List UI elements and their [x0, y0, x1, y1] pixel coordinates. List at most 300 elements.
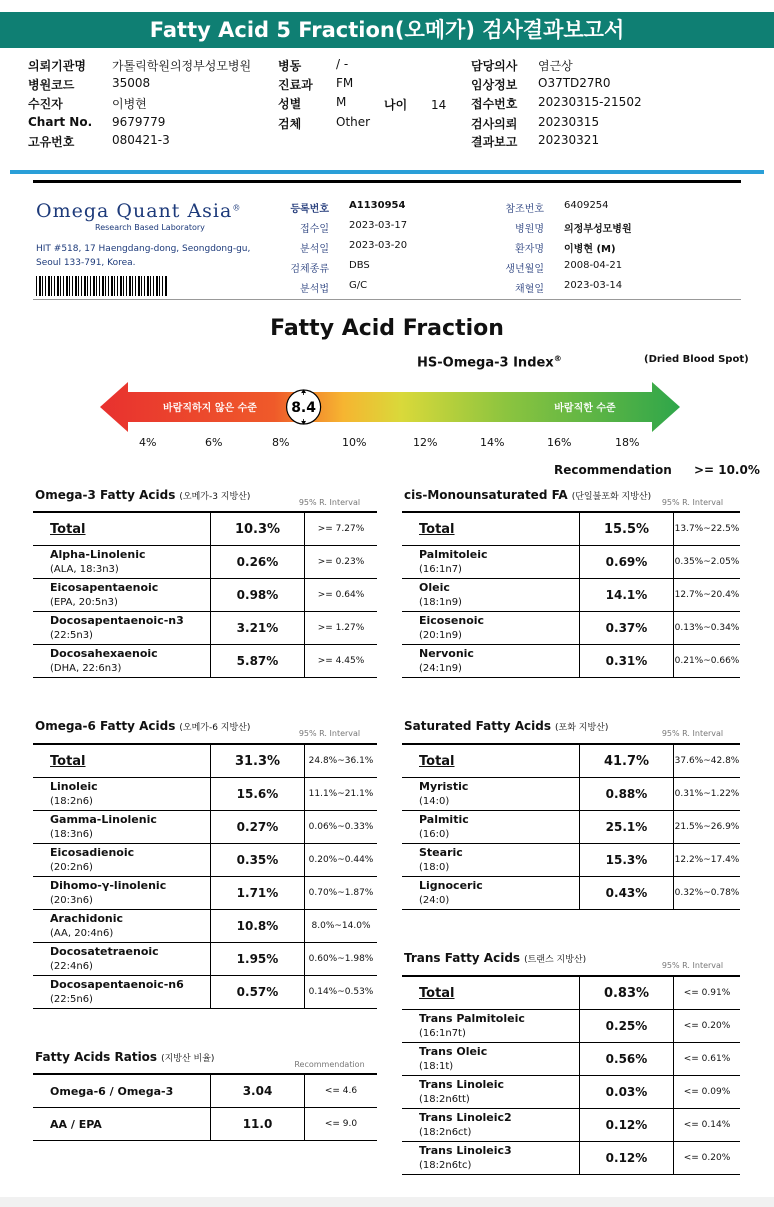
fatty-acid-notation: (16:1n7t) [419, 1028, 466, 1039]
fraction-title: Fatty Acid Fraction [270, 316, 504, 341]
report-title: Fatty Acid 5 Fraction(오메가) 검사결과보고서 [0, 12, 774, 48]
fatty-acid-name [33, 877, 211, 910]
fatty-acid-label: Total [50, 753, 86, 769]
fatty-acid-notation: (24:1n9) [419, 663, 462, 674]
fatty-acid-label: Docosatetraenoic [50, 945, 159, 958]
fatty-acid-notation: (16:0) [419, 829, 450, 840]
fatty-acid-notation: (18:2n6tc) [419, 1160, 472, 1171]
reference-range: >= 0.64% [305, 579, 378, 612]
header-field [28, 95, 147, 112]
header-field-label: 의뢰기관명 [28, 59, 86, 73]
header-field-label: 수진자 [28, 97, 63, 111]
table-row [33, 744, 377, 778]
section-title-text: Trans Fatty Acids [404, 951, 521, 965]
result-value: 0.43% [580, 877, 674, 910]
fatty-acid-notation: (18:2n6tt) [419, 1094, 470, 1105]
result-value: 15.3% [580, 844, 674, 877]
fatty-acid-name [33, 778, 211, 811]
fatty-acid-name [402, 546, 580, 579]
info-label: 병원명 [515, 224, 544, 235]
reference-range: <= 0.61% [674, 1043, 741, 1076]
result-value: 31.3% [211, 744, 305, 778]
table-row [402, 1142, 740, 1175]
header-field [28, 57, 252, 74]
result-value: 0.57% [211, 976, 305, 1009]
table-row [33, 612, 377, 645]
result-value: 0.69% [580, 546, 674, 579]
header-field [28, 76, 151, 93]
info-label: 참조번호 [505, 204, 544, 215]
fatty-acid-name [33, 744, 211, 778]
reference-range: 0.14%~0.53% [305, 976, 378, 1009]
fatty-acid-label: Total [419, 753, 455, 769]
info-label: 분석일 [300, 244, 329, 255]
fatty-acid-label: Gamma-Linolenic [50, 813, 157, 826]
result-value: 3.04 [211, 1074, 305, 1108]
reference-range: 12.7%~20.4% [674, 579, 741, 612]
fatty-acid-name [33, 943, 211, 976]
results-table-mufa [402, 511, 740, 678]
fatty-acid-name [402, 976, 580, 1010]
info-value: 의정부성모병원 [564, 224, 632, 235]
section-title-text: Omega-3 Fatty Acids [35, 488, 176, 502]
info-label: 환자명 [515, 244, 544, 255]
results-table-ratios [33, 1073, 377, 1141]
reference-range: >= 4.45% [305, 645, 378, 678]
info-label: 채혈일 [515, 284, 544, 295]
table-row [33, 811, 377, 844]
index-marker [287, 390, 321, 424]
reference-range: 12.2%~17.4% [674, 844, 741, 877]
table-row [402, 546, 740, 579]
info-value: 2008-04-21 [564, 260, 623, 271]
fatty-acid-notation: (DHA, 22:6n3) [50, 663, 122, 674]
table-row [402, 1010, 740, 1043]
section-title-omega3 [35, 488, 250, 502]
table-row [402, 778, 740, 811]
fatty-acid-label: Lignoceric [419, 879, 483, 892]
result-value: 1.71% [211, 877, 305, 910]
fatty-acid-notation: (22:4n6) [50, 961, 93, 972]
results-table-omega3 [33, 511, 377, 678]
fatty-acid-notation: (22:5n6) [50, 994, 93, 1005]
header-field [278, 115, 371, 132]
table-row [33, 943, 377, 976]
fatty-acid-name [402, 579, 580, 612]
fatty-acid-notation: (16:1n7) [419, 564, 462, 575]
table-row [402, 1076, 740, 1109]
header-field-label: 검사의뢰 [471, 117, 518, 131]
fatty-acid-label: Stearic [419, 846, 463, 859]
reference-range: <= 0.20% [674, 1142, 741, 1175]
header-field-value: 20230321 [538, 133, 600, 147]
results-table-omega6 [33, 743, 377, 1009]
header-field-label: 병원코드 [28, 78, 75, 92]
fatty-acid-name [33, 811, 211, 844]
table-row [33, 910, 377, 943]
result-value: 0.03% [580, 1076, 674, 1109]
header-field-label: 병동 [278, 59, 302, 73]
reference-range: <= 0.14% [674, 1109, 741, 1142]
header-field-value: O37TD27R0 [538, 76, 611, 90]
reference-range: <= 0.91% [674, 976, 741, 1010]
result-value: 0.31% [580, 645, 674, 678]
table-row [402, 811, 740, 844]
reference-range: >= 0.23% [305, 546, 378, 579]
fatty-acid-name [33, 645, 211, 678]
gauge-tick-label: 12% [413, 436, 438, 449]
fatty-acid-label: Myristic [419, 780, 469, 793]
reference-range: <= 4.6 [305, 1074, 378, 1108]
fatty-acid-notation: (AA, 20:4n6) [50, 928, 114, 939]
reference-range: 8.0%~14.0% [305, 910, 378, 943]
table-row [33, 645, 377, 678]
table-row [402, 1043, 740, 1076]
table-row [33, 1108, 377, 1141]
section-title-trans [404, 951, 586, 965]
gauge-bad-label: 바람직하지 않은 수준 [163, 403, 257, 414]
info-value: 이병현 (M) [564, 244, 616, 255]
table-row [402, 645, 740, 678]
age-value: 14 [431, 98, 447, 112]
reference-interval-header: 95% R. Interval [298, 729, 361, 738]
header-field-label: 검체 [278, 117, 302, 131]
fatty-acid-notation: (14:0) [419, 796, 450, 807]
section-title-text: Omega-6 Fatty Acids [35, 719, 176, 733]
info-value: 2023-03-17 [349, 220, 408, 231]
fatty-acid-label: AA / EPA [50, 1117, 102, 1131]
header-field-value: M [336, 95, 347, 109]
reference-range: 13.7%~22.5% [674, 512, 741, 546]
table-row [33, 877, 377, 910]
result-value: 0.12% [580, 1142, 674, 1175]
header-field [28, 133, 170, 150]
fatty-acid-notation: (20:2n6) [50, 862, 93, 873]
fatty-acid-name [402, 1076, 580, 1109]
reference-interval-header: 95% R. Interval [661, 729, 724, 738]
result-value: 0.88% [580, 778, 674, 811]
reference-range: 0.13%~0.34% [674, 612, 741, 645]
fatty-acid-name [33, 910, 211, 943]
fatty-acid-notation: (20:3n6) [50, 895, 93, 906]
gauge-tick-label: 8% [272, 436, 290, 449]
fatty-acid-notation: (18:1t) [419, 1061, 454, 1072]
info-value: A1130954 [349, 200, 406, 211]
fatty-acid-label: Omega-6 / Omega-3 [50, 1084, 174, 1098]
fatty-acid-label: Trans Palmitoleic [419, 1012, 525, 1025]
recommendation: Recommendation >= 10.0% [554, 463, 760, 477]
gauge-tick-label: 18% [615, 436, 640, 449]
reference-interval-header: 95% R. Interval [298, 498, 361, 507]
table-row [33, 512, 377, 546]
fatty-acid-name [33, 612, 211, 645]
result-value: 0.12% [580, 1109, 674, 1142]
fatty-acid-label: Palmitic [419, 813, 469, 826]
result-value: 41.7% [580, 744, 674, 778]
fatty-acid-label: Eicosapentaenoic [50, 581, 159, 594]
header-field-value: 염근상 [538, 59, 573, 73]
gauge-tick-label: 4% [139, 436, 157, 449]
fatty-acid-name [33, 1108, 211, 1141]
fatty-acid-notation: (18:0) [419, 862, 450, 873]
table-row [402, 844, 740, 877]
omega3-index-title: HS-Omega-3 Index® [417, 354, 562, 371]
fatty-acid-label: Trans Linoleic [419, 1078, 505, 1091]
fatty-acid-notation: (18:2n6ct) [419, 1127, 472, 1138]
info-label: 등록번호 [290, 204, 329, 215]
header-field-value: Other [336, 115, 371, 129]
fatty-acid-notation: (EPA, 20:5n3) [50, 597, 118, 608]
result-value: 15.6% [211, 778, 305, 811]
gauge-tick-label: 16% [547, 436, 572, 449]
fatty-acid-name [33, 512, 211, 546]
fatty-acid-name [402, 778, 580, 811]
reference-range: 37.6%~42.8% [674, 744, 741, 778]
header-field-label: 고유번호 [28, 135, 75, 149]
header-field-value: / - [336, 57, 349, 71]
fatty-acid-label: Total [419, 521, 455, 537]
header-field-value: 9679779 [112, 115, 166, 129]
section-title-text: Saturated Fatty Acids [404, 719, 551, 733]
table-row [402, 512, 740, 546]
results-table-trans [402, 975, 740, 1175]
result-value: 0.27% [211, 811, 305, 844]
lab-address: HIT #518, 17 Haengdang-dong, Seongdong-gu, Seoul 133-791, Korea. [36, 244, 251, 268]
table-row [33, 976, 377, 1009]
result-value: 15.5% [580, 512, 674, 546]
gauge-tick-label: 6% [205, 436, 223, 449]
section-divider [10, 170, 764, 174]
section-title-text: Fatty Acids Ratios [35, 1050, 158, 1064]
fatty-acid-label: Total [419, 985, 455, 1001]
result-value: 5.87% [211, 645, 305, 678]
header-field-value: 이병현 [112, 97, 147, 111]
reference-range: 0.60%~1.98% [305, 943, 378, 976]
header-field-label: 결과보고 [471, 135, 518, 149]
info-value: 6409254 [564, 200, 609, 211]
fatty-acid-name [33, 546, 211, 579]
result-value: 0.98% [211, 579, 305, 612]
header-field [278, 76, 354, 93]
info-value: G/C [349, 280, 368, 291]
fatty-acid-name [33, 844, 211, 877]
info-label: 접수일 [300, 224, 329, 235]
reference-range: 0.70%~1.87% [305, 877, 378, 910]
table-row [402, 612, 740, 645]
table-row [402, 579, 740, 612]
header-field [278, 57, 349, 74]
header-field [471, 57, 573, 74]
fatty-acid-name [402, 1109, 580, 1142]
results-table-sfa [402, 743, 740, 910]
info-value: 2023-03-14 [564, 280, 623, 291]
result-value: 0.35% [211, 844, 305, 877]
reference-range: <= 9.0 [305, 1108, 378, 1141]
fatty-acid-label: Dihomo-γ-linolenic [50, 879, 167, 892]
header-field-value: 080421-3 [112, 133, 170, 147]
table-row [33, 579, 377, 612]
age-label: 나이 [384, 98, 408, 112]
fatty-acid-notation: (24:0) [419, 895, 450, 906]
fatty-acid-name [402, 844, 580, 877]
fatty-acid-name [33, 1074, 211, 1108]
section-title-text: cis-Monounsaturated FA [404, 488, 568, 502]
fatty-acid-label: Eicosadienoic [50, 846, 135, 859]
fatty-acid-label: Eicosenoic [419, 614, 485, 627]
table-row [402, 976, 740, 1010]
section-title-ratios [35, 1050, 214, 1064]
fatty-acid-notation: (ALA, 18:3n3) [50, 564, 119, 575]
lab-tagline: Research Based Laboratory [95, 223, 205, 232]
barcode [36, 276, 168, 296]
table-row [402, 877, 740, 910]
header-field [471, 133, 600, 150]
fatty-acid-notation: (22:5n3) [50, 630, 93, 641]
section-title-mufa [404, 488, 651, 502]
reference-range: 0.31%~1.22% [674, 778, 741, 811]
fatty-acid-label: Trans Oleic [419, 1045, 488, 1058]
reference-range: <= 0.20% [674, 1010, 741, 1043]
fatty-acid-label: Docosahexaenoic [50, 647, 158, 660]
reference-range: 11.1%~21.1% [305, 778, 378, 811]
section-title-sfa [404, 719, 608, 733]
info-value: DBS [349, 260, 370, 271]
reference-range: 0.32%~0.78% [674, 877, 741, 910]
reference-range: 0.20%~0.44% [305, 844, 378, 877]
header-field-value: 35008 [112, 76, 151, 90]
result-value: 25.1% [580, 811, 674, 844]
fatty-acid-name [402, 1010, 580, 1043]
fatty-acid-name [402, 612, 580, 645]
result-value: 0.56% [580, 1043, 674, 1076]
index-value: 8.4 [291, 400, 317, 416]
fatty-acid-label: Docosapentaenoic-n6 [50, 978, 184, 991]
reference-range: 21.5%~26.9% [674, 811, 741, 844]
header-field [278, 95, 347, 112]
info-value: 2023-03-20 [349, 240, 408, 251]
result-value: 0.25% [580, 1010, 674, 1043]
header-field-label: 성별 [278, 97, 302, 111]
result-value: 10.8% [211, 910, 305, 943]
gauge-tick-label: 10% [342, 436, 367, 449]
section-subtitle: (단일불포화 지방산) [571, 492, 652, 502]
fatty-acid-name [402, 512, 580, 546]
fatty-acid-label: Nervonic [419, 647, 474, 660]
fatty-acid-label: Docosapentaenoic-n3 [50, 614, 184, 627]
fatty-acid-label: Alpha-Linolenic [50, 548, 146, 561]
result-value: 10.3% [211, 512, 305, 546]
fatty-acid-name [33, 976, 211, 1009]
header-field-label: Chart No. [28, 115, 93, 129]
fatty-acid-name [402, 811, 580, 844]
header-field-label: 담당의사 [471, 59, 518, 73]
table-row [402, 1109, 740, 1142]
result-value: 3.21% [211, 612, 305, 645]
fatty-acid-label: Total [50, 521, 86, 537]
reference-range: >= 1.27% [305, 612, 378, 645]
table-row [33, 844, 377, 877]
header-field-value: FM [336, 76, 354, 90]
fatty-acid-label: Oleic [419, 581, 450, 594]
table-row [402, 744, 740, 778]
result-value: 14.1% [580, 579, 674, 612]
result-value: 0.37% [580, 612, 674, 645]
specimen-note: (Dried Blood Spot) [644, 354, 749, 365]
fatty-acid-label: Arachidonic [50, 912, 124, 925]
info-label: 분석법 [300, 284, 329, 295]
reference-interval-header: Recommendation [294, 1060, 365, 1069]
header-field-label: 진료과 [278, 78, 313, 92]
fatty-acid-notation: (18:2n6) [50, 796, 93, 807]
reference-range: 0.21%~0.66% [674, 645, 741, 678]
table-row [33, 778, 377, 811]
age-field [384, 96, 446, 113]
fatty-acid-notation: (20:1n9) [419, 630, 462, 641]
header-field-value: 20230315 [538, 115, 600, 129]
fatty-acid-name [402, 744, 580, 778]
fatty-acid-name [402, 1043, 580, 1076]
reference-range: 0.06%~0.33% [305, 811, 378, 844]
omega3-index-gauge [100, 380, 680, 436]
reference-interval-header: 95% R. Interval [661, 498, 724, 507]
report-top-rule [33, 180, 741, 183]
header-field-label: 임상정보 [471, 78, 518, 92]
header-field-label: 접수번호 [471, 97, 518, 111]
fatty-acid-label: Trans Linoleic3 [419, 1144, 512, 1157]
gauge-tick-label: 14% [480, 436, 505, 449]
lab-logo: Omega Quant Asia® [36, 200, 242, 222]
table-row [33, 546, 377, 579]
fatty-acid-name [402, 645, 580, 678]
section-title-omega6 [35, 719, 250, 733]
reference-range: >= 7.27% [305, 512, 378, 546]
table-row [33, 1074, 377, 1108]
page-footer [0, 1197, 774, 1207]
section-subtitle: (지방산 비율) [161, 1054, 215, 1064]
fatty-acid-label: Linoleic [50, 780, 98, 793]
reference-interval-header: 95% R. Interval [661, 961, 724, 970]
reference-range: 0.35%~2.05% [674, 546, 741, 579]
result-value: 0.26% [211, 546, 305, 579]
fatty-acid-name [33, 579, 211, 612]
info-rule [33, 299, 741, 300]
gauge-good-label: 바람직한 수준 [554, 403, 616, 414]
info-label: 검체종류 [290, 264, 329, 275]
fatty-acid-label: Trans Linoleic2 [419, 1111, 512, 1124]
info-label: 생년월일 [505, 264, 544, 275]
fatty-acid-name [402, 877, 580, 910]
header-field-value: 20230315-21502 [538, 95, 642, 109]
fatty-acid-notation: (18:3n6) [50, 829, 93, 840]
fatty-acid-notation: (18:1n9) [419, 597, 462, 608]
reference-range: 24.8%~36.1% [305, 744, 378, 778]
result-value: 0.83% [580, 976, 674, 1010]
header-field [471, 95, 642, 112]
header-field [28, 115, 166, 129]
section-subtitle: (트랜스 지방산) [524, 955, 587, 965]
header-field [471, 76, 611, 93]
header-field-value: 가톨릭학원의정부성모병원 [112, 59, 252, 73]
header-field [471, 115, 600, 132]
fatty-acid-name [402, 1142, 580, 1175]
section-subtitle: (오메가-3 지방산) [179, 492, 251, 502]
reference-range: <= 0.09% [674, 1076, 741, 1109]
result-value: 11.0 [211, 1108, 305, 1141]
section-subtitle: (포화 지방산) [555, 723, 609, 733]
result-value: 1.95% [211, 943, 305, 976]
fatty-acid-label: Palmitoleic [419, 548, 488, 561]
section-subtitle: (오메가-6 지방산) [179, 723, 251, 733]
